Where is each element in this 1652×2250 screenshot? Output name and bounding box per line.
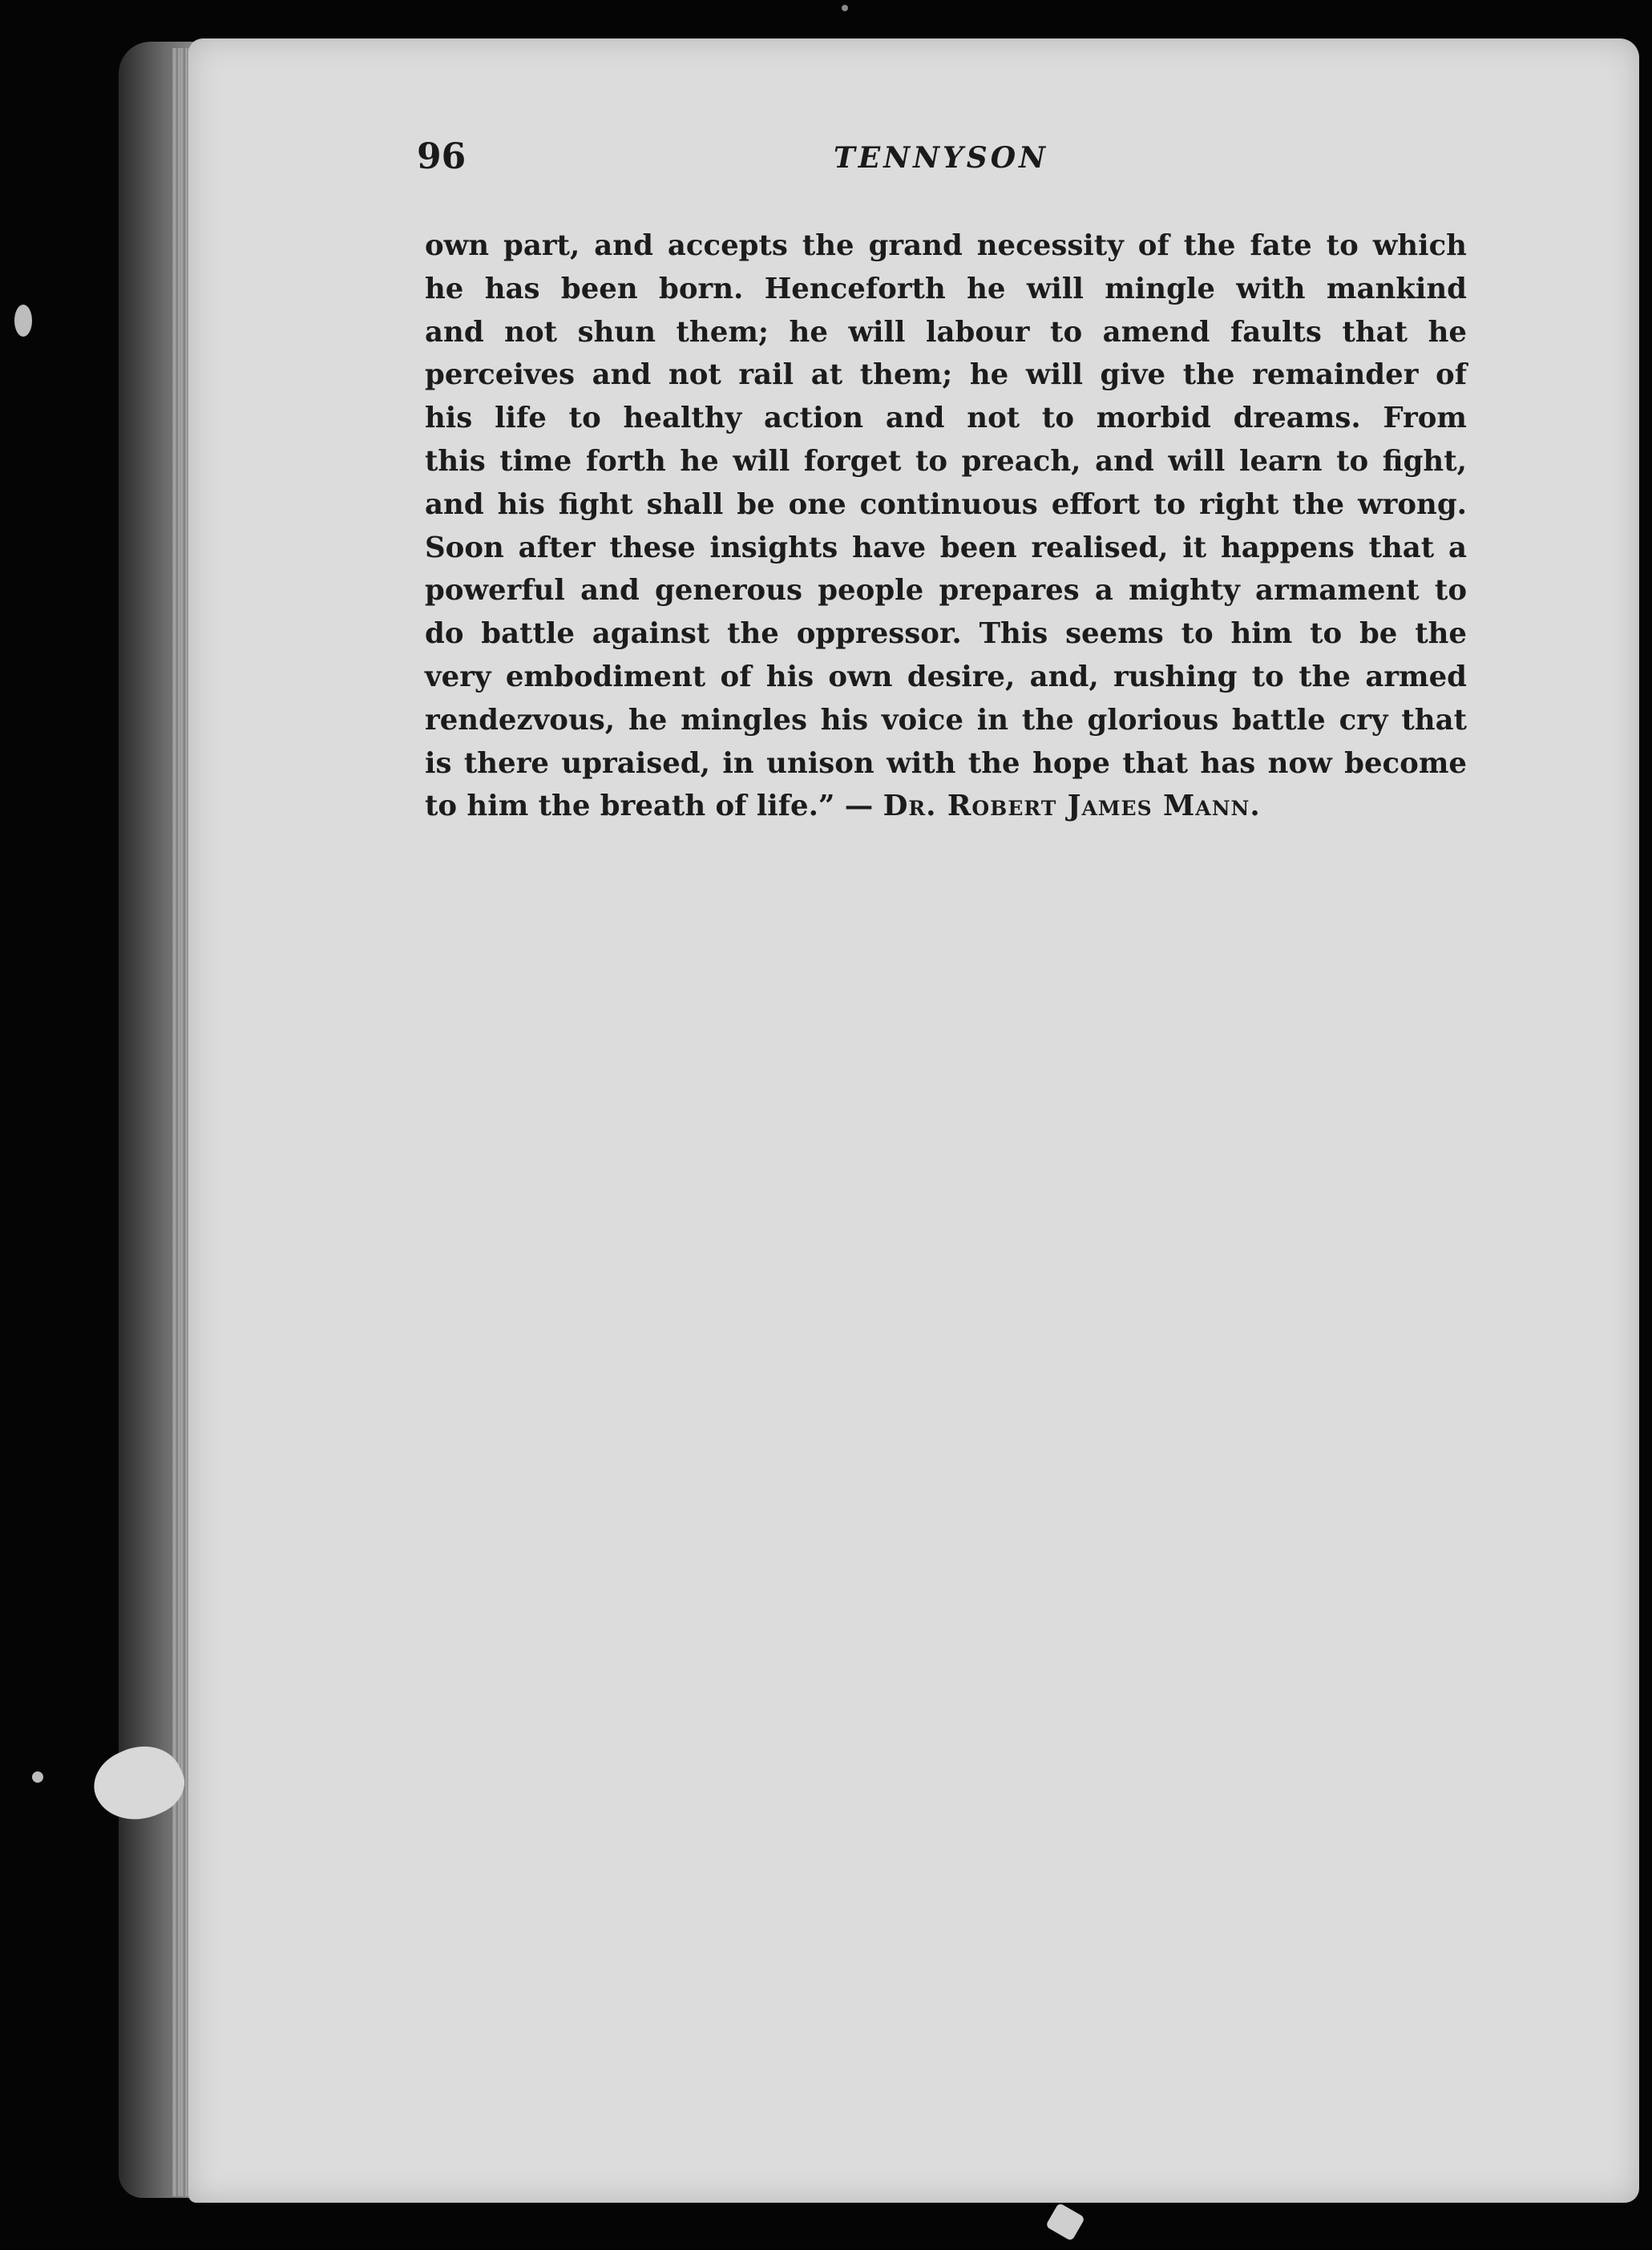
- body-text: [425, 224, 1467, 828]
- text-line: he has been born. Henceforth he will mingle with mankind: [425, 272, 1467, 305]
- text-line: do battle against the oppressor. This seems to him to be the: [425, 617, 1467, 651]
- text-line: Soon after these insights have been realised, it happens that a: [425, 531, 1467, 564]
- text-line: is there upraised, in unison with the hope that has now become: [425, 746, 1467, 780]
- text-line: and his fight shall be one continuous effort to right the wrong.: [425, 487, 1467, 521]
- attribution: Dr. Robert James Mann.: [883, 790, 1261, 823]
- text-line: this time forth he will forget to preach, and will learn to fight,: [425, 444, 1467, 478]
- text-line: rendezvous, he mingles his voice in the glorious battle cry that: [425, 703, 1467, 737]
- text-line: his life to healthy action and not to morbid dreams. From: [425, 402, 1467, 435]
- text-line: and not shun them; he will labour to amend faults that he: [425, 315, 1467, 349]
- text-line: own part, and accepts the grand necessity of the fate to which: [425, 229, 1467, 262]
- last-text-line: [425, 785, 1467, 828]
- dust-speck: [14, 305, 32, 337]
- running-head: TENNYSON: [834, 141, 1049, 175]
- text-line: very embodiment of his own desire, and, rushing to the armed: [425, 660, 1467, 693]
- dust-speck: [842, 5, 848, 11]
- closing-quote-text: to him the breath of life.” —: [425, 790, 883, 823]
- dust-speck: [32, 1771, 43, 1783]
- page-number: 96: [417, 136, 467, 177]
- text-line: powerful and generous people prepares a mighty armament to: [425, 574, 1467, 608]
- page-header: [417, 136, 1475, 184]
- text-line: perceives and not rail at them; he will give the remainder of: [425, 358, 1467, 392]
